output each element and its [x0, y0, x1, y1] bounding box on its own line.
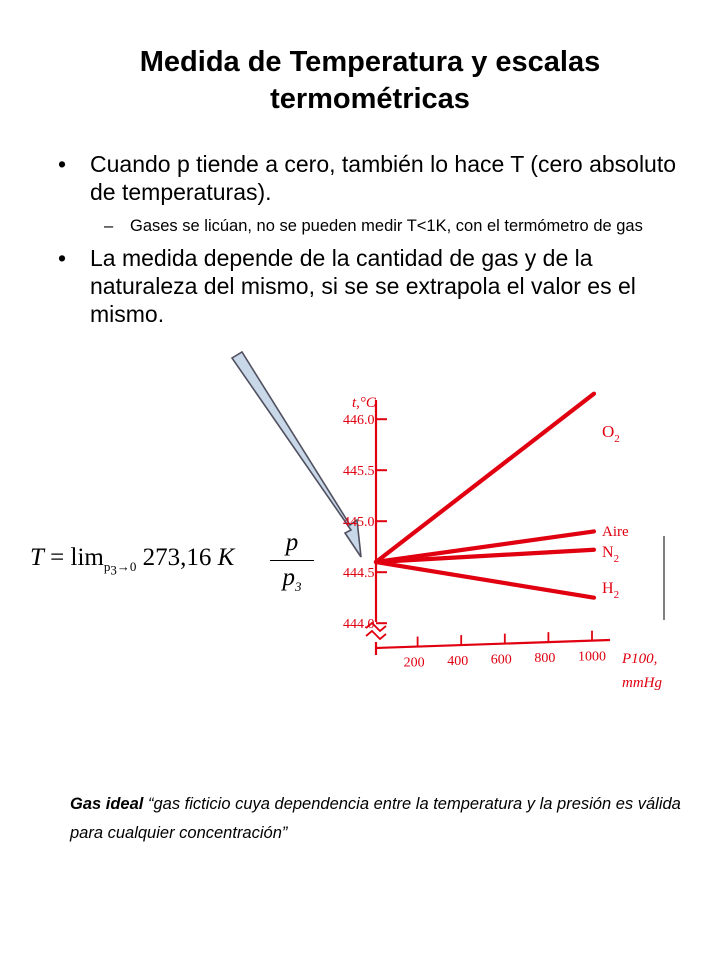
formula-lhs: $T = \lim_{p_3\to 0} 273,16$ K [30, 544, 235, 578]
note-bold: Gas ideal [70, 795, 144, 813]
y-tick-label: 446.0 [343, 413, 375, 429]
x-tick-label: 600 [490, 652, 512, 668]
formula-numerator: p [285, 529, 299, 556]
y-tick-label: 444.5 [343, 566, 375, 582]
x-tick-label: 200 [403, 655, 425, 671]
y-axis-label: t,°C [352, 395, 376, 411]
x-axis-label: P100, [622, 651, 658, 667]
pointer-arrow [232, 352, 361, 557]
note-text: “gas ficticio cuya dependencia entre la temperatura y la presión es válida para cualquier concentración” [70, 795, 681, 842]
bullet-dot: • [58, 151, 67, 177]
temperature-pressure-chart [343, 394, 662, 691]
series-label-aire: Aire [602, 524, 629, 540]
series-line-h2 [376, 562, 594, 598]
x-tick-label: 800 [534, 651, 556, 667]
arrow-shape [232, 352, 361, 557]
series-label-h2: $H_2$ [602, 580, 620, 601]
bullet-dot: • [58, 245, 67, 271]
sub-bullet-dash: – [104, 217, 114, 235]
x-axis-line [376, 640, 610, 648]
y-tick-label: 445.0 [343, 515, 375, 531]
bullet-2-text: La medida depende de la cantidad de gas y de la naturaleza del mismo, si se se extrapola el valor es el mismo. [90, 245, 636, 327]
bullet-1-text: Cuando p tiende a cero, también lo hace T (cero absoluto de temperaturas). [90, 151, 677, 205]
series-label-o2: $O_2$ [602, 422, 620, 445]
x-axis-unit-label: mmHg [622, 675, 662, 691]
x-tick-label: 1000 [578, 649, 606, 665]
y-tick-label: 445.5 [343, 464, 375, 480]
series-label-n2: $N_2$ [602, 544, 620, 565]
formula-denominator: $p_3$ [282, 564, 302, 594]
ideal-gas-note [70, 790, 690, 848]
page-title: Medida de Temperatura y escalas termométricas [139, 46, 601, 115]
sub-bullet-1-text: Gases se licúan, no se pueden medir T<1K, con el termómetro de gas [130, 217, 643, 235]
x-tick-label: 400 [447, 654, 469, 670]
y-tick-label: 444.0 [343, 617, 375, 633]
